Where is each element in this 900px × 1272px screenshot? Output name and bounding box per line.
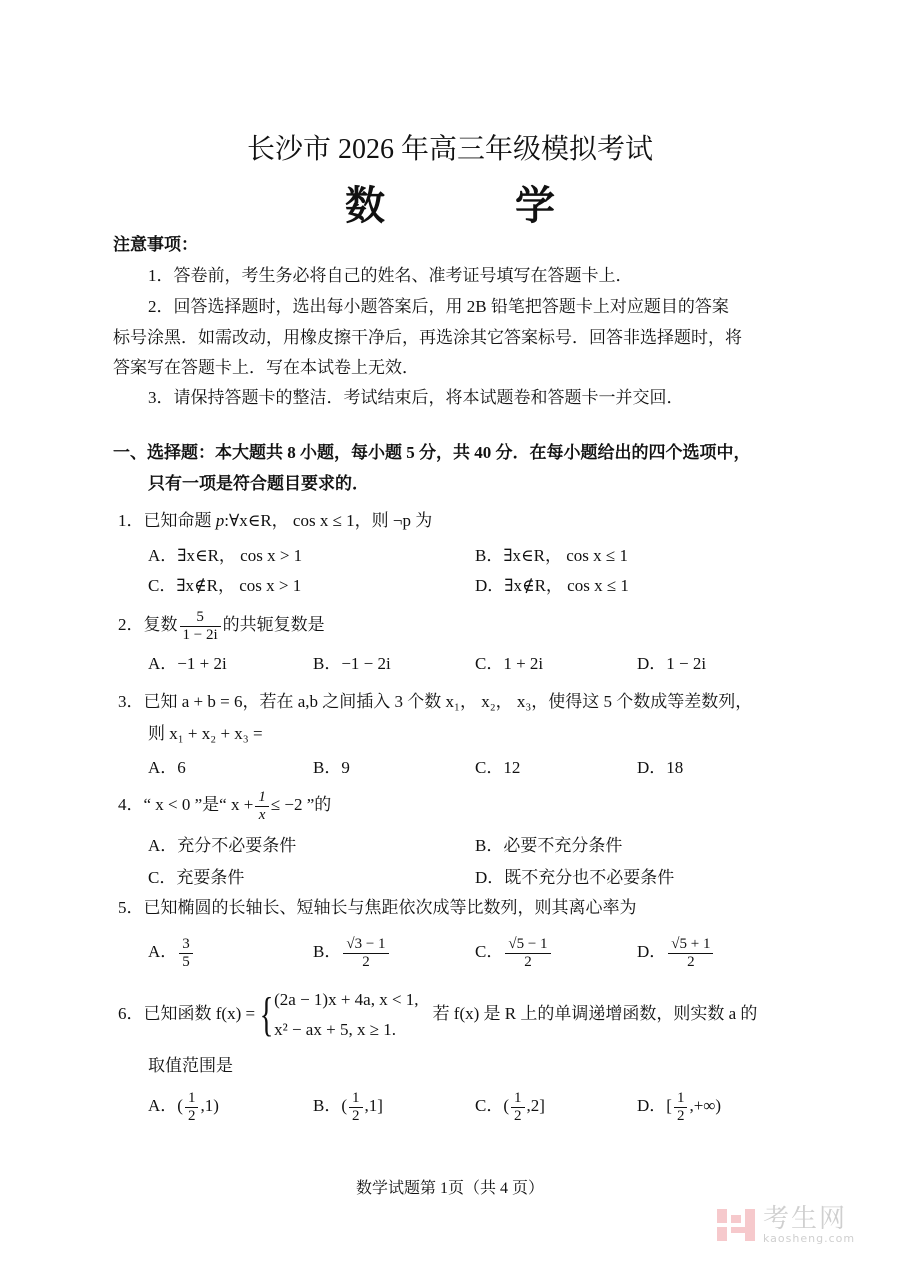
- fraction: [668, 936, 713, 971]
- fraction: [505, 936, 550, 971]
- q3-option-c: C．12: [475, 758, 521, 777]
- num: √5 − 1: [505, 936, 550, 954]
- num: 1: [185, 1090, 199, 1108]
- q3-option-a: A．6: [148, 758, 186, 777]
- q5-option-d: [637, 933, 715, 971]
- question-5-stem: 5．已知椭圆的长轴长、短轴长与焦距依次成等比数列，则其离心率为: [118, 898, 637, 917]
- num: 1: [674, 1090, 688, 1108]
- q2-option-c: C．1 + 2i: [475, 654, 544, 673]
- q4-num: 1: [255, 789, 269, 807]
- q1-post: ，则 ¬p 为: [354, 511, 433, 530]
- case-2: x² − ax + 5, x ≥ 1.: [274, 1020, 397, 1040]
- note-1: 1．答卷前，考生务必将自己的姓名、准考证号填写在答题卡上．: [148, 266, 633, 285]
- fraction: [349, 1090, 363, 1125]
- den: 2: [514, 1107, 522, 1124]
- q4-option-b: B．必要不充分条件: [475, 836, 623, 855]
- q1-stmt: :∀x∈R，: [224, 511, 289, 530]
- q6-option-d: [637, 1087, 721, 1125]
- q5-option-c: [475, 933, 553, 971]
- q1-cos: cos x ≤ 1: [292, 511, 355, 530]
- den: 2: [187, 1107, 196, 1124]
- question-3-stem: 3．已知 a + b = 6，若在 a,b 之间插入 3 个数 x₁， x₂， x₃，使得这 5 个数成等差数列，: [118, 692, 753, 711]
- num: 1: [349, 1090, 363, 1108]
- q2-den: 1 − 2i: [182, 626, 218, 643]
- label: A．(: [148, 1096, 183, 1115]
- end: ,+∞): [689, 1096, 722, 1115]
- den: 2: [687, 953, 695, 970]
- label: C．(: [475, 1096, 509, 1115]
- q4-pre: 4．“ x < 0 ”是“ x +: [118, 795, 254, 814]
- label: A．: [148, 942, 178, 961]
- q5-option-b: [313, 933, 391, 971]
- watermark-cn: 考生网: [763, 1204, 848, 1234]
- watermark-en: kaosheng.com: [763, 1232, 856, 1245]
- den: 2: [352, 1107, 360, 1124]
- num: √5 + 1: [668, 936, 713, 954]
- note-3: 3．请保持答题卡的整洁．考试结束后，将本试题卷和答题卡一并交回．: [148, 388, 684, 407]
- q2-post: 的共轭复数是: [222, 615, 325, 634]
- q1-option-b: B．∃x∈R， cos x ≤ 1: [475, 546, 628, 565]
- q6-pre: 6．已知函数 f(x) =: [118, 1004, 256, 1023]
- num: 1: [511, 1090, 525, 1108]
- question-2-stem: [118, 606, 325, 644]
- watermark: [717, 1205, 855, 1245]
- q6-option-a: [148, 1087, 219, 1125]
- label: B．: [313, 942, 342, 961]
- den: 2: [524, 953, 532, 970]
- section-heading: 一、选择题：本大题共 8 小题，每小题 5 分，共 40 分．在每小题给出的四个选项中，: [113, 443, 751, 462]
- q2-option-b: B．−1 − 2i: [313, 654, 391, 673]
- end: ,2]: [526, 1096, 545, 1115]
- case-1: (2a − 1)x + 4a, x < 1,: [274, 990, 419, 1010]
- page-footer: 数学试题第 1页（共 4 页）: [355, 1180, 544, 1197]
- fraction: [511, 1090, 525, 1125]
- question-6-stem-cont: 取值范围是: [148, 1056, 233, 1075]
- q4-option-c: C．充要条件: [148, 868, 245, 887]
- q3-option-b: B．9: [313, 758, 350, 777]
- q1-p: p: [215, 511, 225, 530]
- q1-option-a: A．∃x∈R， cos x > 1: [148, 546, 303, 565]
- q5-option-a: [148, 933, 195, 971]
- label: C．: [475, 942, 504, 961]
- q4-den: x: [258, 806, 266, 823]
- q3-option-d: D．18: [637, 758, 684, 777]
- question-3-stem-cont: 则 x₁ + x₂ + x₃ =: [148, 724, 263, 743]
- q4-option-a: A．充分不必要条件: [148, 836, 297, 855]
- watermark-logo-icon: [717, 1209, 755, 1241]
- fraction: [343, 936, 388, 971]
- q1-pre: 1．已知命题: [118, 511, 216, 530]
- fraction: [674, 1090, 688, 1125]
- q4-fraction: [255, 789, 269, 824]
- question-1-stem: [118, 510, 432, 532]
- q2-num: 5: [180, 609, 221, 627]
- q1-option-c: C．∃x∉R， cos x > 1: [148, 576, 302, 595]
- exam-title: 长沙市 2026 年高三年级模拟考试: [246, 134, 653, 165]
- den: 2: [362, 953, 370, 970]
- fraction: [185, 1090, 199, 1125]
- den: 2: [676, 1107, 685, 1124]
- q2-fraction: [180, 609, 221, 644]
- num: √3 − 1: [343, 936, 388, 954]
- fraction: [179, 936, 193, 971]
- q4-post: ≤ −2 ”的: [270, 795, 332, 814]
- label: D．: [637, 942, 667, 961]
- q2-pre: 2．复数: [118, 615, 178, 634]
- q6-option-b: [313, 1087, 383, 1125]
- q2-option-d: D．1 − 2i: [637, 654, 707, 673]
- end: ,1): [200, 1096, 219, 1115]
- brace: {: [259, 988, 274, 1042]
- end: ,1]: [364, 1096, 383, 1115]
- q6-option-c: [475, 1087, 545, 1125]
- subject-title: 数 学: [345, 183, 615, 228]
- label: B．(: [313, 1096, 347, 1115]
- note-2: 2．回答选择题时，选出每小题答案后，用 2B 铅笔把答题卡上对应题目的答案: [148, 297, 729, 316]
- q2-option-a: A．−1 + 2i: [148, 654, 227, 673]
- question-4-stem: [118, 786, 331, 824]
- num: 3: [179, 936, 193, 954]
- label: D．[: [637, 1096, 672, 1115]
- note-2-cont: 标号涂黑．如需改动，用橡皮擦干净后，再选涂其它答案标号．回答非选择题时，将: [113, 328, 742, 347]
- q6-cases: [274, 985, 418, 1045]
- den: 5: [182, 953, 190, 970]
- q6-post: 若 f(x) 是 R 上的单调递增函数，则实数 a 的: [432, 1004, 758, 1023]
- notes-heading: 注意事项：: [113, 235, 198, 254]
- question-6-stem: [118, 984, 757, 1045]
- section-heading-cont: 只有一项是符合题目要求的．: [148, 474, 369, 493]
- note-2-cont2: 答案写在答题卡上．写在本试卷上无效．: [113, 358, 419, 377]
- q1-option-d: D．∃x∉R， cos x ≤ 1: [475, 576, 629, 595]
- q4-option-d: D．既不充分也不必要条件: [475, 868, 675, 887]
